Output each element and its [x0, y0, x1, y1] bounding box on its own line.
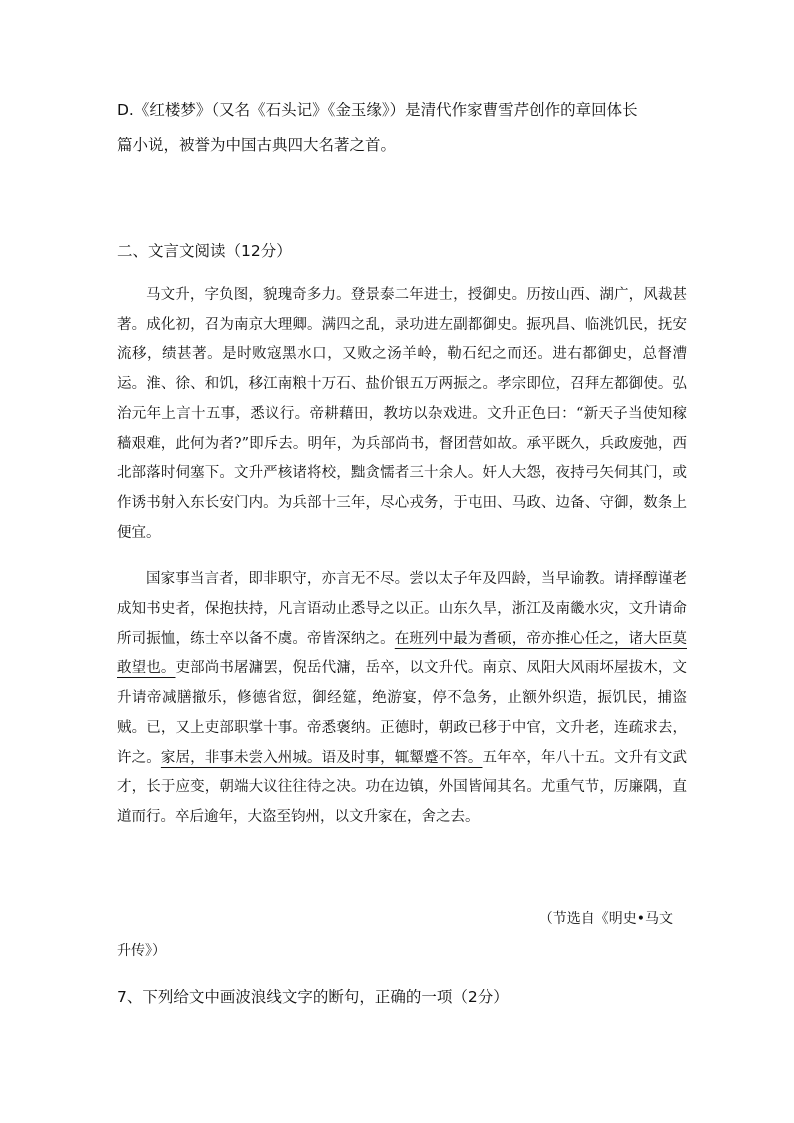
para2-text-b: 吏部尚书屠滽罢，倪岳代滽，岳卒，以文升代。南京、凤阳大风雨坏屋拔木，文升请帝减膳撤乐，修德省愆，御经筵，绝游宴，停不急务，止额外织造，振饥民，捕盗贼。已，又上吏部职掌十事。帝悉褒纳。正德时，朝政已移于中官，文升老，连疏求去，许之。: [117, 660, 688, 766]
option-d: [117, 93, 687, 163]
para2-text-c: 五年卒，年八十五。文升有文武才，长于应变，朝端大议往往待之决。功在边镇，外国皆闻其名。尤重气节，厉廉隅，直道而行。卒后逾年，大盗至钧州，以文升家在，舍之去。: [117, 749, 688, 825]
option-d-line1: D.《红楼梦》（又名《石头记》《金玉缘》）是清代作家曹雪芹创作的章回体长: [117, 101, 638, 119]
option-d-line2: 篇小说，被誉为中国古典四大名著之首。: [117, 136, 397, 154]
underlined-sentence-1: 在班列中最为耆硕，帝亦推心任之，诸大臣莫敢望也。: [117, 630, 687, 677]
para2-text-a: 国家事当言者，即非职守，亦言无不尽。尝以太子年及四龄，当早谕教。请择醇谨老成知书史者，保抱扶持，凡言语动止悉导之以正。山东久旱，浙江及南畿水灾，文升请命所司振恤，练士卒以备不虞。帝皆深纳之。: [117, 571, 687, 647]
underlined-sentence-2: 家居，非事未尝入州城。语及时事，辄颦蹙不答。: [160, 749, 483, 766]
source-line-2: 升传》）: [117, 943, 166, 959]
source-line-1: （节选自《明史•马文: [538, 911, 673, 927]
passage-paragraph-1: 马文升，字负图，貌瑰奇多力。登景泰二年进士，授御史。历按山西、湖广，风裁甚著。成化初，召为南京大理卿。满四之乱，录功进左副都御史。振巩昌、临洮饥民，抚安流移，绩甚著。是时败寇黑水口，又败之汤羊岭，勒石纪之而还。进右都御史，总督漕运。淮、徐、和饥，移江南粮十万石、盐价银五万两振之。孝宗即位，召拜左都御使。弘治元年上言十五事，悉议行。帝耕藉田，教坊以杂戏进。文升正色曰：“新天子当使知稼穑艰难，此何为者?”即斥去。明年，为兵部尚书，督团营如故。承平既久，兵政废弛，西北部落时伺塞下。文升严核诸将校，黜贪懦者三十余人。奸人大怨，夜持弓矢伺其门，或作诱书射入东长安门内。为兵部十三年，尽心戎务，于屯田、马政、边备、守御，数条上便宜。: [117, 287, 687, 541]
question-7: 7、下列给文中画波浪线文字的断句，正确的一项（2分）: [117, 988, 509, 1006]
classical-passage: [117, 281, 687, 833]
passage-paragraph-2: [117, 565, 687, 832]
source-citation: [117, 903, 687, 967]
section-title: 二、文言文阅读（12分）: [117, 242, 292, 260]
